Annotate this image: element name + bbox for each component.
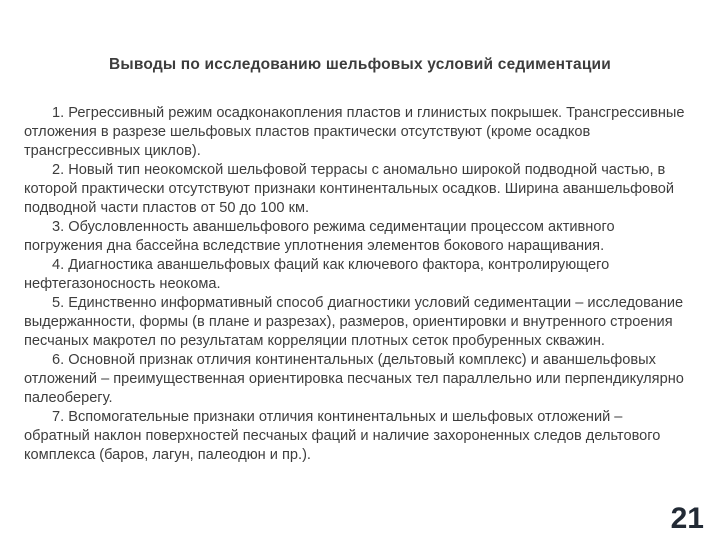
conclusion-item-6: 6. Основной признак отличия континентальных (дельтовый комплекс) и аваншельфовых отложений – преимущественная ориентировка песчаных тел параллельно или перпендикулярно палеоберегу.	[24, 352, 684, 406]
page-number: 21	[670, 502, 704, 535]
conclusion-item-3: 3. Обусловленность аваншельфового режима седиментации процессом активного погружения дна бассейна вследствие уплотнения элементов бокового наращивания.	[24, 219, 615, 254]
conclusion-item-2: 2. Новый тип неокомской шельфовой террасы с аномально широкой подводной частью, в которой практически отсутствуют признаки континентальных осадков. Ширина аваншельфовой подводной части пластов от 50 до 100 км.	[24, 162, 675, 216]
conclusion-item-5: 5. Единственно информативный способ диагностики условий седиментации – исследование выдержанности, формы (в плане и разрезах), размеров, ориентировки и внутренного строения песчаных макротел по результатам корреляции плотных сеток пробуренных скважин.	[24, 295, 684, 349]
slide-title: Выводы по исследованию шельфовых условий седиментации	[109, 56, 611, 73]
slide-body	[24, 104, 692, 465]
conclusion-item-1: 1. Регрессивный режим осадконакопления пластов и глинистых покрышек. Трансгрессивные отложения в разрезе шельфовых пластов практически отсутствуют (кроме осадков трансгрессивных циклов).	[24, 105, 685, 159]
conclusion-item-4: 4. Диагностика аваншельфовых фаций как ключевого фактора, контролирующего нефтегазоносность неокома.	[24, 257, 610, 292]
conclusion-item-7: 7. Вспомогательные признаки отличия континентальных и шельфовых отложений – обратный наклон поверхностей песчаных фаций и наличие захороненных следов дельтового комплекса (баров, лагун, палеодюн и пр.).	[24, 409, 661, 463]
